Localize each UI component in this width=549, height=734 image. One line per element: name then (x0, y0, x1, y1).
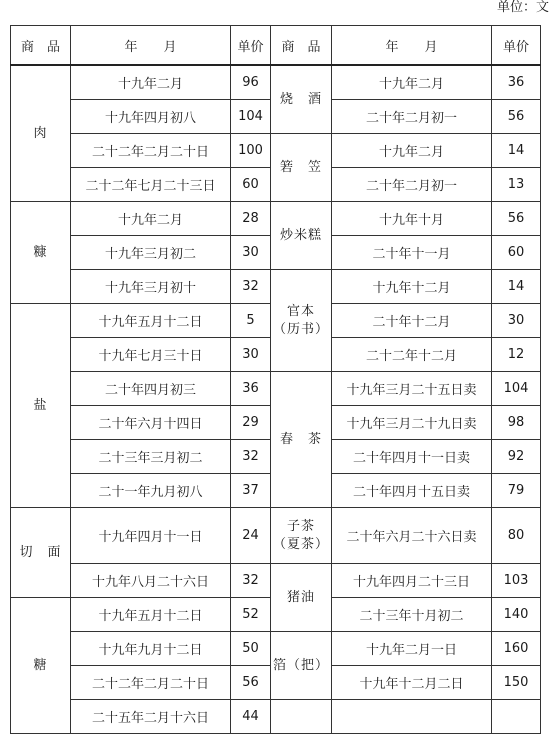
date-cell: 二十年六月十四日 (71, 406, 231, 440)
date-cell: 二十年十一月 (332, 236, 492, 270)
commodity-sugar: 糖 (11, 598, 71, 734)
commodity-salt: 盐 (11, 304, 71, 508)
date-cell: 十九年三月二十五日卖 (332, 372, 492, 406)
table-row (11, 372, 541, 406)
price-cell: 14 (492, 134, 541, 168)
date-cell: 二十三年三月初二 (71, 440, 231, 474)
price-cell: 52 (231, 598, 271, 632)
date-cell: 十九年八月二十六日 (71, 564, 231, 598)
date-cell: 十九年二月 (332, 134, 492, 168)
price-cell: 56 (492, 202, 541, 236)
table-row (11, 134, 541, 168)
commodity-lard: 猪油 (271, 564, 332, 632)
price-cell: 100 (231, 134, 271, 168)
date-cell: 二十二年二月二十日 (71, 134, 231, 168)
date-cell: 二十二年二月二十日 (71, 666, 231, 700)
commodity-liquor: 烧 酒 (271, 65, 332, 134)
price-cell: 44 (231, 700, 271, 734)
table-row (11, 700, 541, 734)
commodity-summer-tea-line2: （夏茶） (272, 536, 329, 552)
price-cell: 32 (231, 440, 271, 474)
price-cell: 56 (492, 100, 541, 134)
date-cell: 十九年四月二十三日 (332, 564, 492, 598)
date-cell: 二十年二月初一 (332, 100, 492, 134)
price-cell: 60 (492, 236, 541, 270)
date-cell: 十九年四月十一日 (71, 508, 231, 564)
price-cell: 32 (231, 270, 271, 304)
price-cell: 12 (492, 338, 541, 372)
date-cell: 十九年十二月二日 (332, 666, 492, 700)
date-cell: 十九年十二月 (332, 270, 492, 304)
price-cell: 150 (492, 666, 541, 700)
price-cell: 79 (492, 474, 541, 508)
date-cell: 十九年四月初八 (71, 100, 231, 134)
price-cell: 60 (231, 168, 271, 202)
price-cell: 30 (492, 304, 541, 338)
empty-cell (332, 700, 492, 734)
commodity-basket: 箔（把） (271, 632, 332, 700)
date-cell: 二十年四月初三 (71, 372, 231, 406)
col-header-date-left: 年 月 (71, 26, 231, 66)
date-cell: 二十三年十月初二 (332, 598, 492, 632)
date-cell: 十九年二月 (71, 65, 231, 100)
date-cell: 二十二年七月二十三日 (71, 168, 231, 202)
commodity-meat: 肉 (11, 65, 71, 202)
date-cell: 二十年四月十五日卖 (332, 474, 492, 508)
commodity-summer-tea (271, 508, 332, 564)
price-cell: 24 (231, 508, 271, 564)
price-cell: 30 (231, 338, 271, 372)
commodity-noodles: 切 面 (11, 508, 71, 598)
price-cell: 13 (492, 168, 541, 202)
price-cell: 92 (492, 440, 541, 474)
date-cell: 十九年五月十二日 (71, 304, 231, 338)
commodity-almanac-line2: （历书） (272, 321, 329, 337)
date-cell: 二十二年十二月 (332, 338, 492, 372)
date-cell: 二十年二月初一 (332, 168, 492, 202)
price-cell: 104 (492, 372, 541, 406)
header-row (11, 26, 541, 66)
date-cell: 十九年五月十二日 (71, 598, 231, 632)
price-cell: 36 (231, 372, 271, 406)
price-cell: 103 (492, 564, 541, 598)
commodity-almanac (271, 270, 332, 372)
date-cell: 二十年四月十一日卖 (332, 440, 492, 474)
commodity-fried-rice-cake: 炒米糕 (271, 202, 332, 270)
col-header-price-left: 单价 (231, 26, 271, 66)
price-cell: 104 (231, 100, 271, 134)
price-cell: 14 (492, 270, 541, 304)
date-cell: 十九年三月二十九日卖 (332, 406, 492, 440)
date-cell: 十九年二月 (71, 202, 231, 236)
date-cell: 二十五年二月十六日 (71, 700, 231, 734)
commodity-summer-tea-line1: 子茶 (286, 518, 315, 534)
price-cell: 28 (231, 202, 271, 236)
price-table (10, 25, 541, 734)
price-cell: 56 (231, 666, 271, 700)
price-cell: 29 (231, 406, 271, 440)
date-cell: 十九年二月 (332, 65, 492, 100)
unit-label: 单位：文 (496, 0, 549, 15)
commodity-almanac-line1: 官本 (286, 303, 315, 319)
table-row (11, 65, 541, 100)
price-cell: 30 (231, 236, 271, 270)
col-header-commodity-left: 商 品 (11, 26, 71, 66)
date-cell: 二十一年九月初八 (71, 474, 231, 508)
col-header-commodity-right: 商 品 (271, 26, 332, 66)
price-cell: 36 (492, 65, 541, 100)
price-cell: 80 (492, 508, 541, 564)
date-cell: 十九年九月十二日 (71, 632, 231, 666)
table-row (11, 564, 541, 598)
col-header-date-right: 年 月 (332, 26, 492, 66)
table-row (11, 202, 541, 236)
commodity-bamboo-hat: 箬 笠 (271, 134, 332, 202)
table-row (11, 508, 541, 564)
table-row (11, 270, 541, 304)
price-cell: 50 (231, 632, 271, 666)
table-row (11, 632, 541, 666)
commodity-spring-tea: 春 茶 (271, 372, 332, 508)
price-cell: 96 (231, 65, 271, 100)
price-cell: 37 (231, 474, 271, 508)
price-cell: 32 (231, 564, 271, 598)
date-cell: 十九年二月一日 (332, 632, 492, 666)
date-cell: 十九年三月初十 (71, 270, 231, 304)
price-cell: 160 (492, 632, 541, 666)
date-cell: 十九年十月 (332, 202, 492, 236)
date-cell: 十九年七月三十日 (71, 338, 231, 372)
price-cell: 5 (231, 304, 271, 338)
price-cell: 140 (492, 598, 541, 632)
commodity-bran: 糠 (11, 202, 71, 304)
date-cell: 十九年三月初二 (71, 236, 231, 270)
col-header-price-right: 单价 (492, 26, 541, 66)
empty-cell (271, 700, 332, 734)
date-cell: 二十年十二月 (332, 304, 492, 338)
date-cell: 二十年六月二十六日卖 (332, 508, 492, 564)
price-cell: 98 (492, 406, 541, 440)
empty-cell (492, 700, 541, 734)
